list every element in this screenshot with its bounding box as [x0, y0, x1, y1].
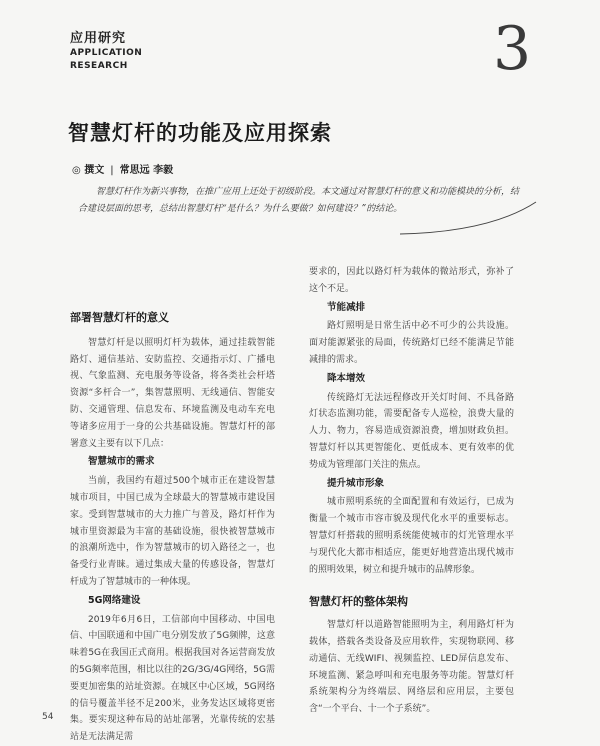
paragraph: 传统路灯无法远程修改开关灯时间、不具备路灯状态监测功能，需要配备专人巡检，浪费大量的人力、物力，容易造成资源浪费，增加财政负担。智慧灯杆以其更智能化、更低成本、更有效率的优势成为管理部门关注的焦点。: [309, 392, 514, 470]
subheading-5g: 5G网络建设: [88, 594, 141, 606]
right-column: [309, 264, 514, 718]
section-label-en-line2: RESEARCH: [70, 61, 128, 71]
article-abstract: 智慧灯杆作为新兴事物，在推广应用上还处于初级阶段。本文通过对智慧灯杆的意义和功能模块的分析，结合建设层面的思考，总结出智慧灯杆“是什么？为什么要做？如何建设？”的结论。: [78, 187, 520, 214]
paragraph: 城市照明系统的全面配置和有效运行，已成为衡量一个城市市容市貌及现代化水平的重要标志。智慧灯杆搭载的照明系统能使城市的灯光管理水平与现代化大都市相适应，能更好地营造出现代城市的照明效果，树立和提升城市的品牌形象。: [309, 497, 514, 575]
subheading-cost-efficiency: 降本增效: [327, 372, 366, 384]
subheading-smart-city: 智慧城市的需求: [88, 456, 155, 468]
paragraph: 路灯照明是日常生活中必不可少的公共设施。面对能源紧张的局面，传统路灯已经不能满足节能减排的需求。: [309, 321, 514, 365]
paragraph: 当前，我国约有超过500个城市正在建设智慧城市项目，中国已成为全球最大的智慧城市建设国家。受到智慧城市的大力推广与普及，路灯杆作为城市里资源最为丰富的基础设施，很快被智慧城市的浪潮所选中，作为智慧城市的切入路径之一，也备受行业青睐。通过集成大量的传感设备，智慧灯杆成为了智慧城市的一种体现。: [70, 476, 275, 587]
paragraph-continued: 要求的，因此以路灯杆为载体的微站形式，弥补了这个不足。: [309, 267, 514, 294]
page-number: 54: [42, 712, 54, 722]
paragraph: 2019年6月6日，工信部向中国移动、中国电信、中国联通和中国广电分别发放了5G频牌，这意味着5G在我国正式商用。根据我国对各运营商发放的5G频率范围，相比以往的2G/3G/4G网络，5G需要更加密集的站址资源。在城区中心区域，5G网络的信号覆盖半径不足200米，业务发达区域将更密集。要实现这种布局的站址部署，光靠传统的宏基站是无法满足需: [70, 614, 275, 743]
issue-number: 3: [493, 14, 532, 84]
section-label-en: [70, 47, 142, 73]
subheading-city-image: 提升城市形象: [327, 477, 385, 489]
paragraph: 智慧灯杆以道路智能照明为主，利用路灯杆为载体，搭载各类设备及应用软件，实现物联网、移动通信、无线WIFI、视频监控、LED屏信息发布、环境监测、紧急呼叫和充电服务等功能。智慧灯杆系统架构分为终端层、网络层和应用层，主要包含“一个平台、十一个子系统”。: [309, 620, 514, 715]
section-heading-architecture: 智慧灯杆的整体架构: [309, 595, 408, 609]
section-label-en-line1: APPLICATION: [70, 48, 143, 58]
byline-authors: 常思远 李毅: [119, 165, 174, 176]
paragraph: 智慧灯杆是以照明灯杆为载体，通过挂载智能路灯、通信基站、安防监控、交通指示灯、广播电视、气象监测、充电服务等设备，将各类社会杆塔资源“多杆合一”，集智慧照明、无线通信、智能安防、交通管理、信息发布、环境监测及电动车充电等诸多应用于一身的公共基础设施。智慧灯杆的部署意义主要有以下几点：: [70, 337, 275, 449]
left-column: [70, 310, 275, 746]
section-label-cn: 应用研究: [70, 31, 127, 46]
byline: [72, 161, 173, 176]
abstract-decorative-curve: [400, 198, 540, 238]
byline-separator: |: [110, 165, 114, 176]
subheading-energy-saving: 节能减排: [327, 301, 366, 313]
section-heading-significance: 部署智慧灯杆的意义: [70, 311, 169, 324]
byline-prefix: ◎ 撰文: [72, 165, 105, 176]
article-title: 智慧灯杆的功能及应用探索: [68, 121, 332, 145]
